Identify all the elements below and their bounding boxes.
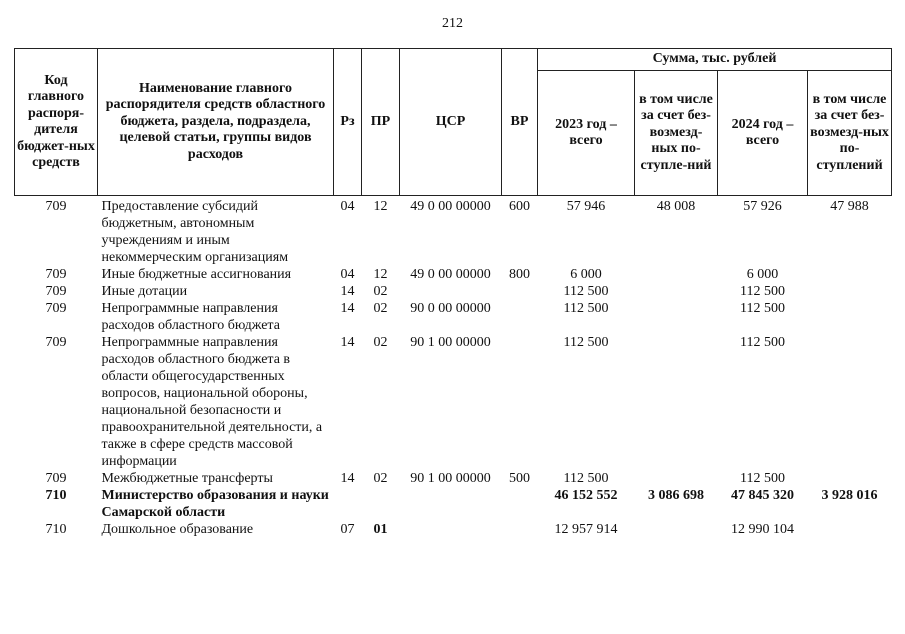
cell-vr [502, 300, 538, 334]
cell-y2024-free [808, 470, 892, 487]
cell-name: Непрограммные направления расходов областного бюджета в области общегосударственных вопросов, национальной обороны, национальной безопасности и правоохранительной деятельности, а также в сфере средств массовой информации [101, 335, 323, 469]
cell-name: Дошкольное образование [101, 522, 254, 537]
cell-y2023-free [635, 470, 718, 487]
cell-y2024: 6 000 [746, 267, 779, 282]
cell-y2023-free [635, 266, 718, 283]
cell-csr: 49 0 00 00000 [410, 267, 491, 282]
table-row [15, 266, 892, 283]
cell-code: 709 [45, 284, 67, 299]
cell-y2023: 12 957 914 [554, 522, 618, 537]
cell-pr: 02 [373, 335, 388, 350]
cell-pr: 12 [373, 267, 388, 282]
table-body [15, 196, 892, 539]
header-vr: ВР [502, 49, 538, 196]
cell-name: Непрограммные направления расходов областного бюджета [101, 301, 280, 333]
cell-name: Иные дотации [101, 284, 188, 299]
cell-vr [502, 521, 538, 538]
cell-y2023-free [635, 300, 718, 334]
table-row [15, 283, 892, 300]
cell-name: Министерство образования и науки Самарской области [101, 488, 329, 520]
cell-csr [400, 521, 502, 538]
cell-y2024: 112 500 [740, 301, 785, 316]
cell-rz: 14 [340, 335, 355, 350]
budget-table [14, 48, 892, 538]
table-row [15, 470, 892, 487]
cell-code: 710 [45, 522, 67, 537]
cell-vr: 600 [509, 199, 530, 214]
cell-y2023-free: 3 086 698 [648, 488, 704, 503]
cell-y2024: 112 500 [740, 284, 785, 299]
cell-csr [400, 487, 502, 521]
table-header [15, 49, 892, 196]
table-row [15, 196, 892, 267]
table-row [15, 334, 892, 470]
cell-rz: 07 [340, 522, 355, 537]
cell-name: Иные бюджетные ассигнования [101, 267, 292, 282]
cell-y2024-free [808, 334, 892, 470]
page-number: 212 [442, 16, 463, 31]
cell-y2023: 112 500 [563, 284, 609, 299]
cell-csr: 90 0 00 00000 [410, 301, 491, 316]
cell-y2023: 6 000 [570, 267, 602, 282]
cell-vr: 500 [509, 471, 530, 486]
cell-code: 709 [45, 335, 67, 350]
cell-y2024: 12 990 104 [731, 522, 794, 537]
cell-y2024: 47 845 320 [731, 488, 794, 503]
header-2024-total: 2024 год – всего [718, 71, 808, 196]
cell-y2024-free [808, 283, 892, 300]
cell-y2023-free: 48 008 [656, 199, 696, 214]
table-row [15, 521, 892, 538]
cell-csr: 49 0 00 00000 [410, 199, 491, 214]
cell-rz: 04 [340, 267, 355, 282]
cell-pr: 02 [373, 471, 388, 486]
cell-y2023: 112 500 [563, 301, 609, 316]
cell-code: 709 [45, 199, 67, 214]
header-2023-free: в том числе за счет без-возмезд-ных по-ступле-ний [635, 71, 718, 196]
cell-y2023: 57 946 [566, 199, 606, 214]
cell-y2023: 112 500 [563, 471, 609, 486]
cell-vr [502, 283, 538, 300]
cell-name: Предоставление субсидий бюджетным, автономным учреждениям и иным некоммерческим организациям [101, 199, 289, 265]
header-2024-free: в том числе за счет без-возмезд-ных по-ступлений [808, 71, 892, 196]
cell-y2024-free: 47 988 [830, 199, 869, 214]
cell-csr: 90 1 00 00000 [410, 471, 491, 486]
cell-code: 709 [45, 301, 67, 316]
cell-y2023-free [635, 334, 718, 470]
header-name: Наименование главного распорядителя средств областного бюджета, раздела, подраздела, целевой статьи, группы видов расходов [98, 49, 334, 196]
cell-y2024: 57 926 [743, 199, 782, 214]
cell-csr [400, 283, 502, 300]
header-sum: Сумма, тыс. рублей [538, 49, 892, 71]
table-row [15, 300, 892, 334]
cell-pr: 01 [373, 522, 388, 537]
cell-y2024: 112 500 [740, 471, 785, 486]
cell-rz: 04 [340, 199, 355, 214]
cell-code: 709 [45, 267, 67, 282]
table-row [15, 487, 892, 521]
header-pr: ПР [362, 49, 400, 196]
cell-name: Межбюджетные трансферты [101, 471, 273, 486]
cell-rz: 14 [340, 471, 355, 486]
cell-code: 709 [45, 471, 67, 486]
cell-csr: 90 1 00 00000 [410, 335, 491, 350]
cell-pr: 02 [373, 301, 388, 316]
cell-code: 710 [45, 488, 67, 503]
cell-pr: 12 [373, 199, 388, 214]
cell-y2023: 112 500 [563, 335, 609, 350]
header-csr: ЦСР [400, 49, 502, 196]
cell-y2023: 46 152 552 [554, 488, 618, 503]
cell-y2024-free [808, 266, 892, 283]
cell-y2024-free [808, 521, 892, 538]
cell-rz: 14 [340, 284, 355, 299]
cell-y2023-free [635, 521, 718, 538]
cell-pr: 02 [373, 284, 388, 299]
cell-y2024: 112 500 [740, 335, 785, 350]
header-code: Код главного распоря-дителя бюджет-ных средств [15, 49, 98, 196]
cell-rz: 14 [340, 301, 355, 316]
cell-vr [502, 487, 538, 521]
cell-y2023-free [635, 283, 718, 300]
cell-pr [362, 487, 400, 521]
header-rz: Рз [334, 49, 362, 196]
cell-rz [334, 487, 362, 521]
cell-y2024-free [808, 300, 892, 334]
cell-vr: 800 [509, 267, 530, 282]
header-2023-total: 2023 год – всего [538, 71, 635, 196]
cell-y2024-free: 3 928 016 [821, 488, 878, 503]
cell-vr [502, 334, 538, 470]
